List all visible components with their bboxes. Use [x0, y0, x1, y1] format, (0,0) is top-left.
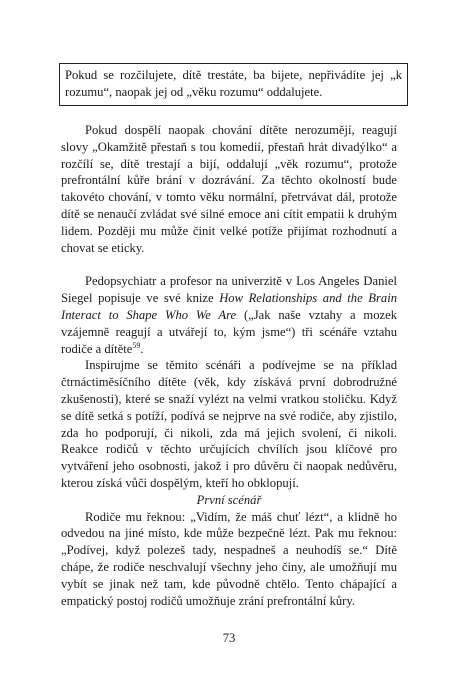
footnote-reference: 59: [132, 340, 141, 350]
boxed-quote-text: Pokud se rozčilujete, dítě trestáte, ba bijete, nepřivádíte jej „k rozumu“, naopak jej od „věku rozumu“ oddalujete.: [65, 68, 402, 99]
paragraph-2-intro: Pedopsychiatr a profesor na univerzitě v Los Angeles Daniel Siegel popisuje ve své knize: [61, 274, 397, 306]
paragraph-2-end: .: [140, 341, 144, 356]
paragraph-3: Inspirujme se těmito scénáři a podívejme se na příklad čtrnáctiměsíčního dítěte (věk, kdy získává první dobrodružné zkušenosti), které se snaží vylézt na velmi vratkou stoličku. Když se dítě setká s potíží, podívá se nejprve na své rodiče, aby zjistilo, zda ho podporují, či nikoli, zda má jejich svolení, či nikoli. Reakce rodičů v těchto určujících chvílích jsou klíčové pro vytváření jeho osobnosti, jakož i pro důvěru či naopak nedůvěru, kterou získá vůči dospělým, kteří ho obklopují.: [61, 358, 397, 490]
paragraph-1: Pokud dospělí naopak chování dítěte nerozumějí, reagují slovy „Okamžitě přestaň s tou komedií, přestaň hrát divadýlko“ a rozčílí se, dítě trestají a bijí, oddalují „věk rozumu“, protože prefrontální kůře brání v dozrávání. Za těchto okolností bude takovéto chování, v tomto věku normální, přetrvávat dál, protože dítě se nenaučí zvládat své silné emoce ani cítit empatii k druhým lidem. Později mu může činit velké potíže přijímat rozhodnutí a chovat se eticky.: [61, 123, 397, 255]
main-text: [61, 122, 397, 609]
book-title: How Relationships and the Brain Interact to Shape Who We Are: [61, 291, 397, 322]
page-number: 73: [222, 631, 236, 645]
section-heading: První scénář: [196, 492, 262, 507]
paragraph-2-rest: („Jak naše vztahy a mozek vzájemně reagují a utvářejí to, kým jsme“) tři scénáře vztahu rodiče a dítěte: [61, 307, 397, 356]
boxed-quote: [59, 63, 408, 106]
paragraph-4: Rodiče mu řeknou: „Vidím, že máš chuť lézt“, a klidně ho odvedou na jiné místo, kde může bezpečně lézt. Pak mu řeknou: „Podívej, když polezeš tady, nespadneš a neuhodíš se.“ Dítě chápe, že rodiče neschvalují všechny jeho činy, ale umožňují mu vybít se jinak než tam, kde původně chtělo. Tento chápající a empatický postoj rodičů umožňuje zrání prefrontální kůry.: [61, 509, 397, 608]
paragraph-2: [61, 273, 397, 357]
